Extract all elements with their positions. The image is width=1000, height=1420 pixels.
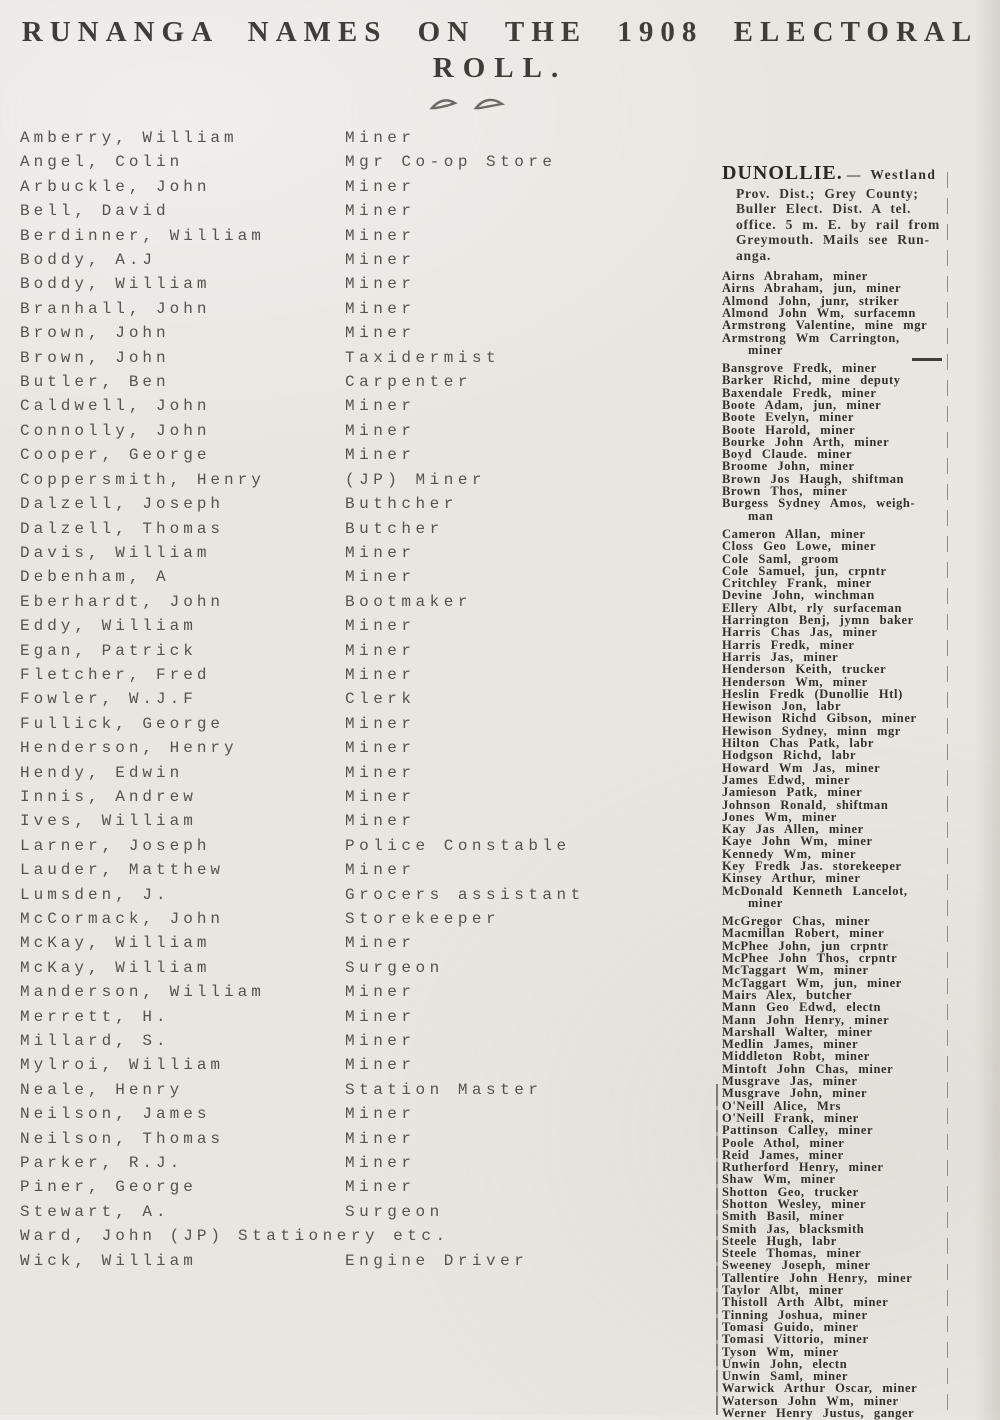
elector-occupation: Miner xyxy=(345,129,416,147)
elector-name: Egan, Patrick xyxy=(20,641,197,660)
directory-entry: Mintoft John Chas, miner xyxy=(722,1061,894,1076)
elector-name: Neilson, Thomas xyxy=(20,1129,225,1148)
directory-entry: Tomasi Vittorio, miner xyxy=(722,1332,869,1347)
elector-occupation: Miner xyxy=(345,983,416,1002)
roll-row xyxy=(20,1005,710,1029)
clipping-heading-rest: — Westland xyxy=(846,167,937,182)
directory-entry: O'Neill Alice, Mrs xyxy=(722,1098,841,1113)
directory-entry: Cole Samuel, jun, crpntr xyxy=(722,563,887,578)
directory-entry: Henderson Keith, trucker xyxy=(722,662,887,677)
roll-row xyxy=(20,175,710,199)
title-line-1: RUNANGA NAMES ON THE 1908 ELECTORAL xyxy=(21,16,979,48)
directory-entry: Airns Abraham, miner xyxy=(722,269,868,284)
directory-entry: Armstrong Valentine, mine mgr xyxy=(722,318,928,333)
directory-entry: Hewison Richd Gibson, miner xyxy=(722,711,917,726)
elector-name: Innis, Andrew xyxy=(20,787,197,806)
directory-entry: Jones Wm, miner xyxy=(722,809,837,824)
directory-entry: Cole Saml, groom xyxy=(722,551,839,566)
directory-entry: Boote Harold, miner xyxy=(722,422,856,437)
elector-name: Boddy, William xyxy=(20,275,211,294)
roll-row xyxy=(20,492,710,516)
roll-row xyxy=(20,736,710,760)
directory-entry: Boyd Claude. miner xyxy=(722,447,853,462)
directory-entry: Harris Chas Jas, miner xyxy=(722,625,878,640)
directory-entry: Unwin John, electn xyxy=(722,1356,848,1371)
roll-row xyxy=(20,590,710,614)
elector-occupation: Taxidermist xyxy=(345,348,501,367)
roll-row xyxy=(20,663,710,687)
elector-name: Lumsden, J. xyxy=(20,885,170,904)
roll-row xyxy=(20,321,710,345)
roll-row xyxy=(20,1224,710,1248)
title-line-2: ROLL. xyxy=(432,52,568,84)
roll-row xyxy=(20,517,710,541)
clipping-intro-line: anga. xyxy=(736,247,772,263)
directory-entry: Poole Athol, miner xyxy=(722,1135,845,1150)
dunollie-clipping xyxy=(722,162,950,1419)
roll-row xyxy=(20,687,710,711)
directory-entry: Tomasi Guido, miner xyxy=(722,1319,859,1334)
directory-entry: Devine John, winchman xyxy=(722,588,875,603)
elector-occupation: Miner xyxy=(345,1129,416,1148)
directory-entry: Unwin Saml, miner xyxy=(722,1369,849,1384)
roll-row xyxy=(20,1200,710,1224)
group-gap xyxy=(722,356,950,362)
roll-row xyxy=(20,394,710,418)
elector-name: Piner, George xyxy=(20,1178,197,1197)
directory-entry: Steele Thomas, miner xyxy=(722,1246,862,1261)
elector-occupation: Miner xyxy=(345,739,416,758)
roll-row xyxy=(20,297,710,321)
elector-occupation: Miner xyxy=(345,568,416,587)
elector-occupation: Surgeon xyxy=(345,958,444,977)
elector-occupation: Miner xyxy=(345,812,416,831)
roll-row xyxy=(20,272,710,296)
elector-name: Coppersmith, Henry xyxy=(20,470,265,489)
elector-occupation: Bootmaker xyxy=(345,592,472,611)
elector-occupation: Stationery etc. xyxy=(238,1227,450,1246)
elector-name: Neale, Henry xyxy=(20,1080,184,1099)
directory-entry: Middleton Robt, miner xyxy=(722,1049,870,1064)
elector-occupation: Miner xyxy=(345,861,416,880)
directory-entry: Cameron Allan, miner xyxy=(722,526,866,541)
elector-occupation: Miner xyxy=(345,177,416,196)
roll-row xyxy=(20,565,710,589)
elector-name: Debenham, A xyxy=(20,568,170,587)
elector-name: Fullick, George xyxy=(20,714,225,733)
elector-name: Boddy, A.J xyxy=(20,251,157,270)
elector-name: McKay, William xyxy=(20,934,211,953)
roll-row xyxy=(20,639,710,663)
directory-entry: Hewison Sydney, minn mgr xyxy=(722,723,901,738)
directory-entry: Steele Hugh, labr xyxy=(722,1233,837,1248)
directory-entry: Tallentire John Henry, miner xyxy=(722,1270,913,1285)
elector-occupation: Miner xyxy=(345,251,416,270)
directory-entry: Waterson John Wm, miner xyxy=(722,1393,899,1408)
elector-occupation: Surgeon xyxy=(345,1202,444,1221)
elector-name: Butler, Ben xyxy=(20,373,170,392)
directory-entry: Mann Geo Edwd, electn xyxy=(722,1000,882,1015)
flourish-squiggle-icon xyxy=(428,92,518,118)
roll-row xyxy=(20,1053,710,1077)
roll-row xyxy=(20,150,710,174)
clipping-heading: DUNOLLIE. xyxy=(722,162,843,184)
elector-occupation: Miner xyxy=(345,446,416,465)
directory-entry: Reid James, miner xyxy=(722,1147,844,1162)
directory-entry: Kennedy Wm, miner xyxy=(722,846,857,861)
elector-name: Fletcher, Fred xyxy=(20,665,211,684)
elector-occupation: Buthcher xyxy=(345,495,458,514)
elector-occupation: Miner xyxy=(345,934,416,953)
elector-occupation: Miner xyxy=(345,763,416,782)
directory-entry: Harris Jas, miner xyxy=(722,649,839,664)
roll-row xyxy=(20,248,710,272)
elector-occupation: Miner xyxy=(345,714,416,733)
elector-occupation: Miner xyxy=(345,665,416,684)
elector-occupation: Miner xyxy=(345,226,416,245)
roll-row xyxy=(20,541,710,565)
directory-entry: Kaye John Wm, miner xyxy=(722,834,873,849)
elector-occupation: Butcher xyxy=(345,519,444,538)
directory-entry: Mann John Henry, miner xyxy=(722,1012,890,1027)
elector-occupation: Miner xyxy=(345,324,416,343)
directory-entry: Henderson Wm, miner xyxy=(722,674,868,689)
directory-entry: Baxendale Fredk, miner xyxy=(722,385,877,400)
elector-occupation: Miner xyxy=(345,543,416,562)
elector-occupation: Grocers assistant xyxy=(345,885,585,904)
elector-occupation: Miner xyxy=(345,617,416,636)
directory-entry: Almond John, junr, striker xyxy=(722,293,900,308)
directory-entry: Harris Fredk, miner xyxy=(722,637,855,652)
roll-row xyxy=(20,419,710,443)
roll-row xyxy=(20,785,710,809)
elector-name: Wick, William xyxy=(20,1251,197,1270)
clipping-intro-line: Greymouth. Mails see Run- xyxy=(736,232,930,248)
elector-name: Fowler, W.J.F xyxy=(20,690,197,709)
directory-entry: Musgrave Jas, miner xyxy=(722,1074,858,1089)
directory-entry: Closs Geo Lowe, miner xyxy=(722,539,877,554)
clipping-intro-line: Buller Elect. Dist. A tel. xyxy=(736,201,912,217)
directory-entry: Howard Wm Jas, miner xyxy=(722,760,881,775)
elector-name: Bell, David xyxy=(20,202,170,221)
directory-entry: Mairs Alex, butcher xyxy=(722,987,852,1002)
directory-entry: McPhee John Thos, crpntr xyxy=(722,951,898,966)
directory-entry: Tinning Joshua, miner xyxy=(722,1307,868,1322)
elector-name: Dalzell, Joseph xyxy=(20,495,225,514)
elector-occupation: Miner xyxy=(345,421,416,440)
roll-row xyxy=(20,1249,710,1273)
directory-entry: Marshall Walter, miner xyxy=(722,1024,873,1039)
group-gap xyxy=(722,909,950,915)
elector-name: Eddy, William xyxy=(20,617,197,636)
elector-name: Caldwell, John xyxy=(20,397,211,416)
group-gap xyxy=(722,522,950,528)
directory-entries xyxy=(722,270,950,1419)
directory-entry: Almond John Wm, surfacemn xyxy=(722,305,916,320)
directory-entry: McDonald Kenneth Lancelot, miner xyxy=(722,883,908,910)
elector-occupation: Miner xyxy=(345,1105,416,1124)
elector-name: Millard, S. xyxy=(20,1032,170,1051)
clipping-intro-line: Prov. Dist.; Grey County; xyxy=(736,186,919,201)
elector-name: Angel, Colin xyxy=(20,153,184,172)
roll-row xyxy=(20,1151,710,1175)
elector-occupation: (JP) Miner xyxy=(345,470,487,489)
elector-occupation: Clerk xyxy=(345,690,416,709)
roll-row xyxy=(20,126,710,150)
elector-occupation: Miner xyxy=(345,275,416,294)
elector-name: Davis, William xyxy=(20,543,211,562)
directory-entry: Musgrave John, miner xyxy=(722,1086,868,1101)
directory-entry: Bourke John Arth, miner xyxy=(722,434,890,449)
roll-row xyxy=(20,712,710,736)
directory-entry: Brown Jos Haugh, shiftman xyxy=(722,471,905,486)
elector-occupation: Miner xyxy=(345,397,416,416)
elector-occupation: Miner xyxy=(345,1032,416,1051)
directory-entry: Medlin James, miner xyxy=(722,1037,859,1052)
directory-entry: Smith Basil, miner xyxy=(722,1209,845,1224)
directory-entry: Burgess Sydney Amos, weigh- man xyxy=(722,496,916,523)
directory-entry: Airns Abraham, jun, miner xyxy=(722,281,902,296)
directory-entry: Smith Jas, blacksmith xyxy=(722,1221,865,1236)
directory-entry: Thistoll Arth Albt, miner xyxy=(722,1295,889,1310)
roll-row xyxy=(20,443,710,467)
clipping-intro-line: office. 5 m. E. by rail from xyxy=(736,216,940,232)
elector-occupation: Miner xyxy=(345,1056,416,1075)
directory-entry: Sweeney Joseph, miner xyxy=(722,1258,871,1273)
elector-occupation: Miner xyxy=(345,202,416,221)
elector-occupation: Miner xyxy=(345,787,416,806)
elector-occupation: Miner xyxy=(345,641,416,660)
elector-name: Merrett, H. xyxy=(20,1007,170,1026)
elector-occupation: Station Master xyxy=(345,1080,543,1099)
roll-row xyxy=(20,370,710,394)
directory-entry: Critchley Frank, miner xyxy=(722,576,872,591)
directory-entry: Taylor Albt, miner xyxy=(722,1283,844,1298)
elector-name: Dalzell, Thomas xyxy=(20,519,225,538)
directory-entry: Harrington Benj, jymn baker xyxy=(722,613,914,628)
roll-row xyxy=(20,980,710,1004)
directory-entry: Tyson Wm, miner xyxy=(722,1344,839,1359)
roll-row xyxy=(20,834,710,858)
clipping-left-column-rule xyxy=(716,1084,718,1415)
directory-entry: Shotton Wesley, miner xyxy=(722,1197,867,1211)
directory-entry: McGregor Chas, miner xyxy=(722,914,871,929)
elector-name: Connolly, John xyxy=(20,421,211,440)
elector-name: Hendy, Edwin xyxy=(20,763,184,782)
directory-entry: Hodgson Richd, labr xyxy=(722,748,857,763)
elector-name: McCormack, John xyxy=(20,910,225,928)
elector-name: Lauder, Matthew xyxy=(20,861,225,880)
clipping-right-column-rule xyxy=(947,172,948,1412)
roll-row xyxy=(20,883,710,907)
roll-row xyxy=(20,346,710,370)
directory-entry: Armstrong Wm Carrington, miner xyxy=(722,330,900,357)
elector-name: Henderson, Henry xyxy=(20,739,238,758)
directory-entry: Shotton Geo, trucker xyxy=(722,1184,859,1199)
page-title xyxy=(0,16,1000,85)
directory-entry: Bansgrove Fredk, miner xyxy=(722,361,877,376)
clipping-intro xyxy=(722,186,950,263)
elector-name: Stewart, A. xyxy=(20,1202,170,1221)
roll-row xyxy=(20,956,710,980)
directory-entry: Broome John, miner xyxy=(722,459,855,474)
directory-entry: Hilton Chas Patk, labr xyxy=(722,736,875,751)
directory-entry: Shaw Wm, miner xyxy=(722,1172,836,1187)
directory-entry: Rutherford Henry, miner xyxy=(722,1160,884,1175)
elector-name: Parker, R.J. xyxy=(20,1154,184,1173)
directory-entry: Macmillan Robert, miner xyxy=(722,926,885,941)
directory-entry: Pattinson Calley, miner xyxy=(722,1123,874,1138)
separator-dash xyxy=(912,358,942,361)
elector-occupation: Engine Driver xyxy=(345,1251,529,1270)
elector-name: McKay, William xyxy=(20,958,211,977)
elector-occupation: Carpenter xyxy=(345,373,472,392)
elector-name: Eberhardt, John xyxy=(20,592,225,611)
directory-entry: Werner Henry Justus, ganger xyxy=(722,1406,915,1420)
directory-entry: Barker Richd, mine deputy xyxy=(722,373,901,388)
roll-row xyxy=(20,858,710,882)
directory-entry: Key Fredk Jas. storekeeper xyxy=(722,858,902,873)
roll-row xyxy=(20,931,710,955)
roll-row xyxy=(20,1127,710,1151)
elector-name: Branhall, John xyxy=(20,299,211,318)
roll-row xyxy=(20,907,710,931)
elector-name: Arbuckle, John xyxy=(20,177,211,196)
elector-name: Larner, Joseph xyxy=(20,836,211,855)
directory-entry: McTaggart Wm, jun, miner xyxy=(722,975,902,990)
directory-entry: Boote Evelyn, miner xyxy=(722,410,855,425)
directory-entry: Brown Thos, miner xyxy=(722,484,848,499)
roll-row xyxy=(20,468,710,492)
elector-name: Brown, John xyxy=(20,324,170,343)
directory-entry: Jamieson Patk, miner xyxy=(722,785,863,800)
roll-row xyxy=(20,1029,710,1053)
elector-occupation: Miner xyxy=(345,299,416,318)
roll-row xyxy=(20,761,710,785)
directory-entry: Hewison Jon, labr xyxy=(722,699,842,714)
elector-name: Neilson, James xyxy=(20,1105,211,1124)
directory-entry: Warwick Arthur Oscar, miner xyxy=(722,1381,918,1396)
elector-occupation: Storekeeper xyxy=(345,910,501,928)
roll-row xyxy=(20,1102,710,1126)
elector-name: Brown, John xyxy=(20,348,170,367)
roll-row xyxy=(20,809,710,833)
elector-name: Cooper, George xyxy=(20,446,211,465)
elector-name: Manderson, William xyxy=(20,983,265,1002)
elector-occupation: Mgr Co-op Store xyxy=(345,153,557,172)
roll-row xyxy=(20,1175,710,1199)
roll-list xyxy=(20,126,710,1273)
elector-name: Mylroi, William xyxy=(20,1056,225,1075)
elector-occupation: Miner xyxy=(345,1007,416,1026)
directory-entry: McPhee John, jun crpntr xyxy=(722,938,889,953)
elector-occupation: Miner xyxy=(345,1178,416,1197)
directory-entry: O'Neill Frank, miner xyxy=(722,1110,859,1125)
roll-row xyxy=(20,614,710,638)
directory-entry: Kay Jas Allen, miner xyxy=(722,822,864,837)
directory-entry: Kinsey Arthur, miner xyxy=(722,871,861,886)
directory-entry: Heslin Fredk (Dunollie Htl) xyxy=(722,686,903,701)
elector-occupation: Police Constable xyxy=(345,836,571,855)
directory-entry: Johnson Ronald, shiftman xyxy=(722,797,889,812)
roll-row xyxy=(20,224,710,248)
directory-entry: Boote Adam, jun, miner xyxy=(722,398,882,412)
elector-name: Berdinner, William xyxy=(20,226,265,245)
roll-row xyxy=(20,1078,710,1102)
roll-row xyxy=(20,199,710,223)
elector-name: Ward, John (JP) xyxy=(20,1227,225,1246)
elector-name: Ives, William xyxy=(20,812,197,831)
directory-entry: Ellery Albt, rly surfaceman xyxy=(722,600,903,615)
clipping-heading-line xyxy=(722,162,950,186)
directory-entry: McTaggart Wm, miner xyxy=(722,963,869,978)
elector-occupation: Miner xyxy=(345,1154,416,1173)
elector-name: Amberry, William xyxy=(20,129,238,147)
directory-entry: James Edwd, miner xyxy=(722,772,851,787)
